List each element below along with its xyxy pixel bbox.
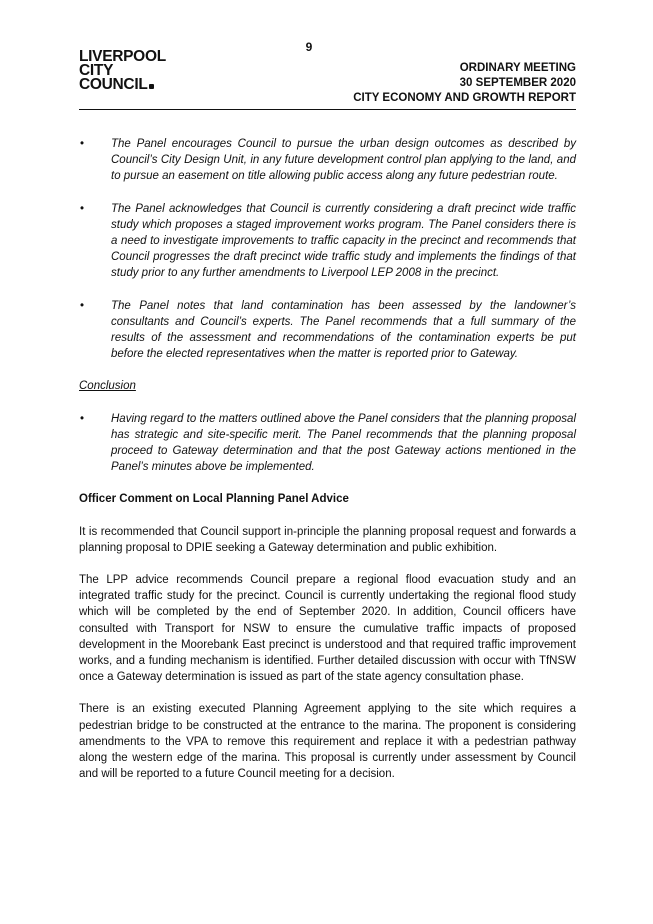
logo-line-1: LIVERPOOL (79, 48, 166, 65)
document-body (79, 136, 576, 799)
paragraph: The LPP advice recommends Council prepare a regional flood evacuation study and an integrated traffic study for the precinct. Council is currently undertaking the regional flood study which will be completed by the end of September 2020. In addition, Council officers have consulted with Transport for NSW to ensure the cumulative traffic impacts of proposed development in the Moorebank East precinct is understood and that required traffic improvement works, and a funding mechanism is identified. Further detailed discussion with occur with TfNSW once a Gateway determination is issued as part of the state agency consultation phase. (79, 574, 576, 684)
bullet-text: The Panel encourages Council to pursue the urban design outcomes as described by Council’s City Design Unit, in any future development control plan applying to the land, and to pursue an easement on title allowing public access along any future pedestrian route. (111, 138, 576, 183)
conclusion-bullet (79, 411, 576, 476)
bullet-item (79, 298, 576, 363)
logo-line-2: CITY (79, 62, 114, 79)
bullet-text: The Panel acknowledges that Council is currently considering a draft precinct wide traffic study which proposes a staged improvement works program. The Panel considers there is a need to investigate improvements to traffic capacity in the precinct and recommends that Council progresses the draft precinct wide traffic study and implements the findings of that study prior to any further amendments to Liverpool LEP 2008 in the precinct. (111, 202, 576, 280)
council-logo (79, 50, 166, 92)
bullet-icon: • (80, 299, 85, 312)
meeting-date: 30 SEPTEMBER 2020 (459, 76, 576, 89)
meeting-title: ORDINARY MEETING (459, 62, 576, 74)
bullet-item (79, 201, 576, 282)
bullet-icon: • (80, 138, 85, 150)
bullet-icon: • (80, 412, 85, 425)
bullet-text: The Panel notes that land contamination has been assessed by the landowner’s consultants and Council’s experts. The Panel recommends that a full summary of the results of the assessment and recommendations of the contamination experts be put before the elected representatives when the matter is reported prior to Gateway. (111, 299, 576, 361)
conclusion-heading: Conclusion (79, 380, 136, 393)
bullet-item (79, 136, 576, 185)
report-title: CITY ECONOMY AND GROWTH REPORT (353, 92, 576, 104)
logo-line-3: COUNCIL (79, 76, 148, 93)
paragraph: There is an existing executed Planning Agreement applying to the site which requires a pedestrian bridge to be constructed at the entrance to the marina. The proponent is considering amendments to the VPA to remove this requirement and replace it with a pedestrian pathway along the western edge of the marina. This proposal is currently under assessment by Council and will be reported to a future Council meeting for a decision. (79, 703, 576, 781)
bullet-text: Having regard to the matters outlined above the Panel considers that the planning proposal has strategic and site-specific merit. The Panel recommends that the planning proposal proceed to Gateway determination and that the post Gateway actions mentioned in the Panel’s minutes above be implemented. (111, 412, 576, 474)
meeting-info (460, 61, 576, 90)
logo-dot-icon (149, 84, 154, 89)
bullet-icon: • (80, 202, 85, 215)
page-number: 9 (305, 40, 313, 54)
paragraph: It is recommended that Council support in-principle the planning proposal request and forwards a planning proposal to DPIE seeking a Gateway determination and public exhibition. (79, 525, 576, 554)
header-divider (79, 109, 576, 110)
officer-comment-heading: Officer Comment on Local Planning Panel Advice (79, 493, 349, 506)
